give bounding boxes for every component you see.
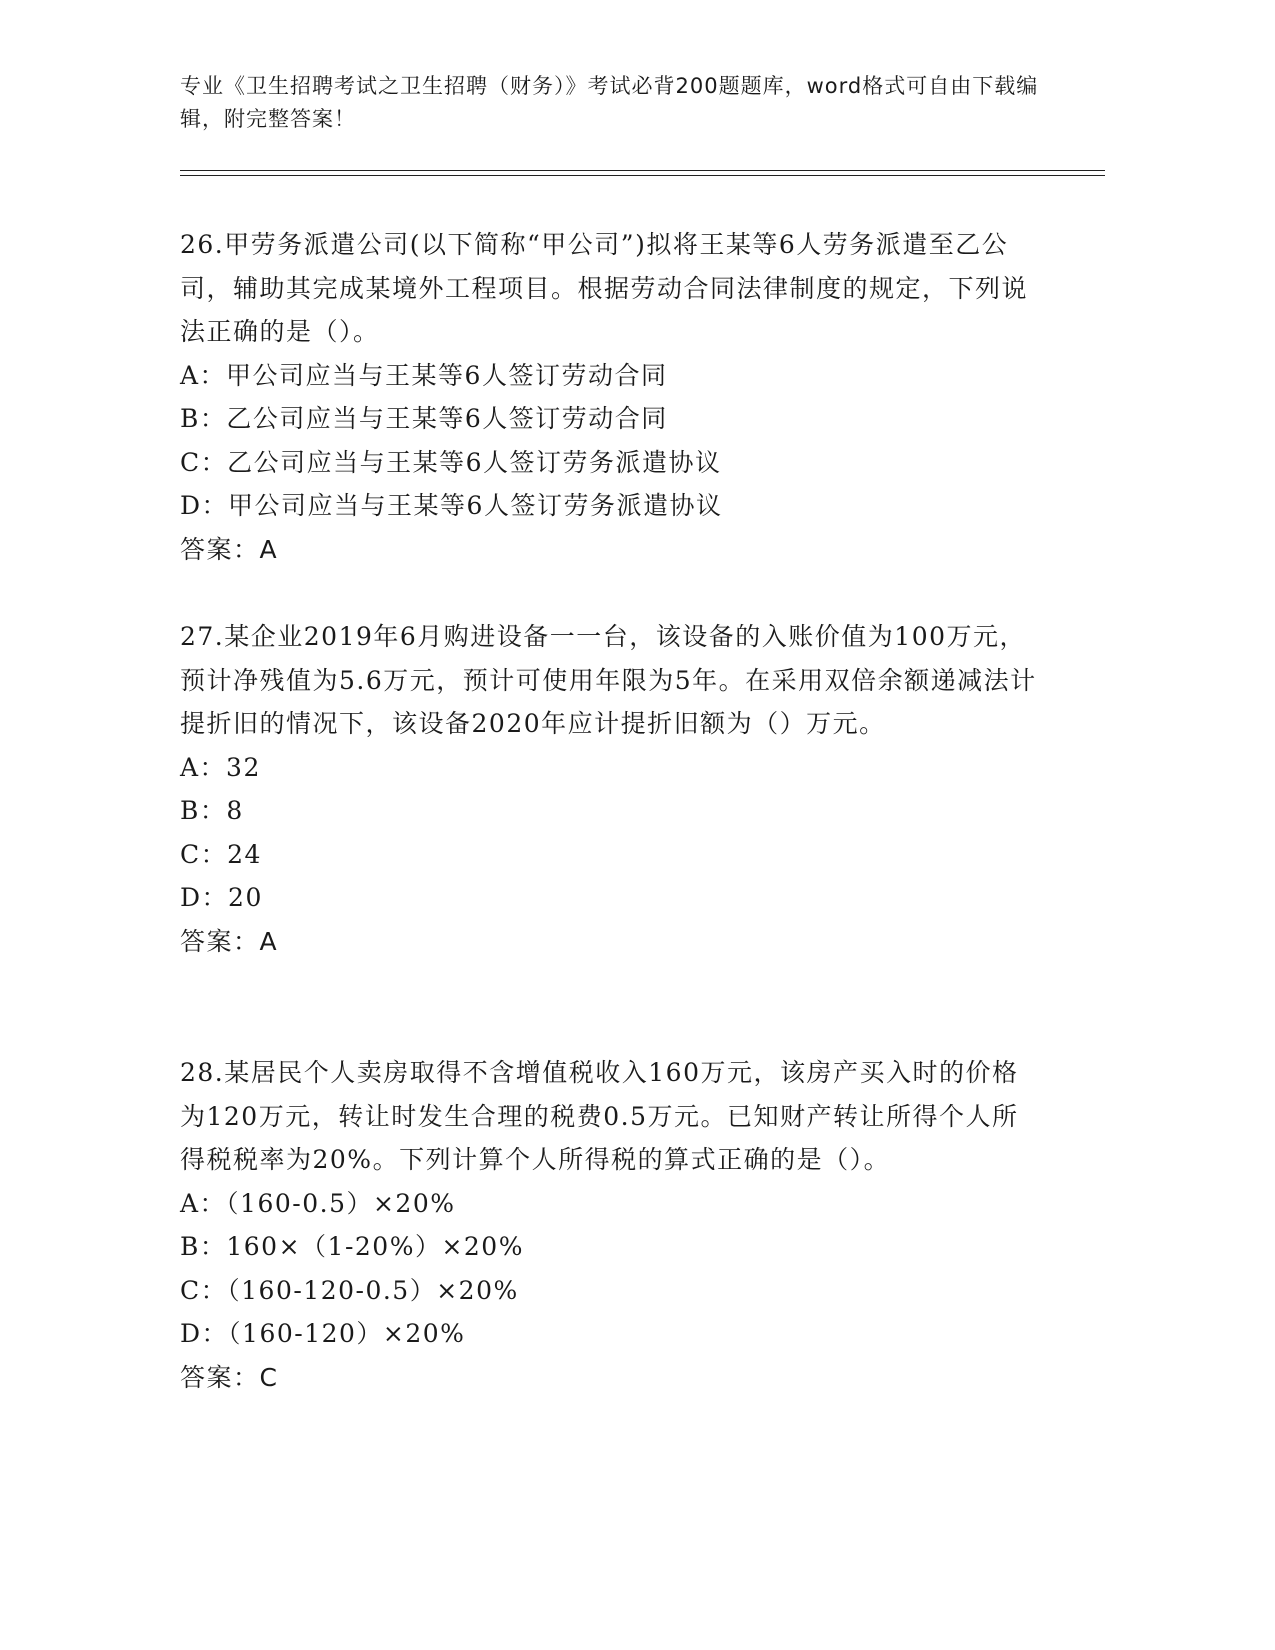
option-a: A：（160-0.5）×20% (180, 1188, 456, 1218)
question-28 (180, 1051, 1040, 1399)
answer-line: 答案：A (180, 534, 279, 564)
option-a: A：甲公司应当与王某等6人签订劳动合同 (180, 360, 668, 390)
question-stem: 26.甲劳务派遣公司(以下简称“甲公司”)拟将王某等6人劳务派遣至乙公司，辅助其完成某境外工程项目。根据劳动合同法律制度的规定，下列说法正确的是（）。 (180, 230, 1029, 346)
answer-line: 答案：C (180, 1362, 279, 1392)
option-c: C：（160-120-0.5）×20% (180, 1275, 519, 1305)
option-d: D：20 (180, 883, 263, 912)
question-stem: 27.某企业2019年6月购进设备一一台，该设备的入账价值为100万元，预计净残值为5.6万元，预计可使用年限为5年。在采用双倍余额递减法计提折旧的情况下，该设备2020年应计提折旧额为（）万元。 (180, 622, 1037, 738)
option-b: B：160×（1-20%）×20% (180, 1232, 524, 1261)
option-d: D：甲公司应当与王某等6人签订劳务派遣协议 (180, 491, 723, 520)
option-b: B：乙公司应当与王某等6人签订劳动合同 (180, 404, 668, 433)
question-stem: 28.某居民个人卖房取得不含增值税收入160万元，该房产买入时的价格为120万元，转让时发生合理的税费0.5万元。已知财产转让所得个人所得税税率为20%。下列计算个人所得税的算式正确的是（）。 (180, 1058, 1019, 1174)
option-c: C：24 (180, 839, 262, 869)
option-b: B：8 (180, 796, 244, 825)
header-divider-bottom (180, 175, 1105, 176)
question-26 (180, 223, 1040, 571)
page-header: 专业《卫生招聘考试之卫生招聘（财务）》考试必背200题题库，word格式可自由下载编辑，附完整答案！ (180, 74, 1039, 131)
option-d: D：（160-120）×20% (180, 1319, 466, 1348)
header-divider-top (180, 170, 1105, 171)
option-a: A：32 (180, 752, 261, 782)
question-27 (180, 615, 1040, 963)
option-c: C：乙公司应当与王某等6人签订劳务派遣协议 (180, 447, 722, 477)
answer-line: 答案：A (180, 926, 279, 956)
